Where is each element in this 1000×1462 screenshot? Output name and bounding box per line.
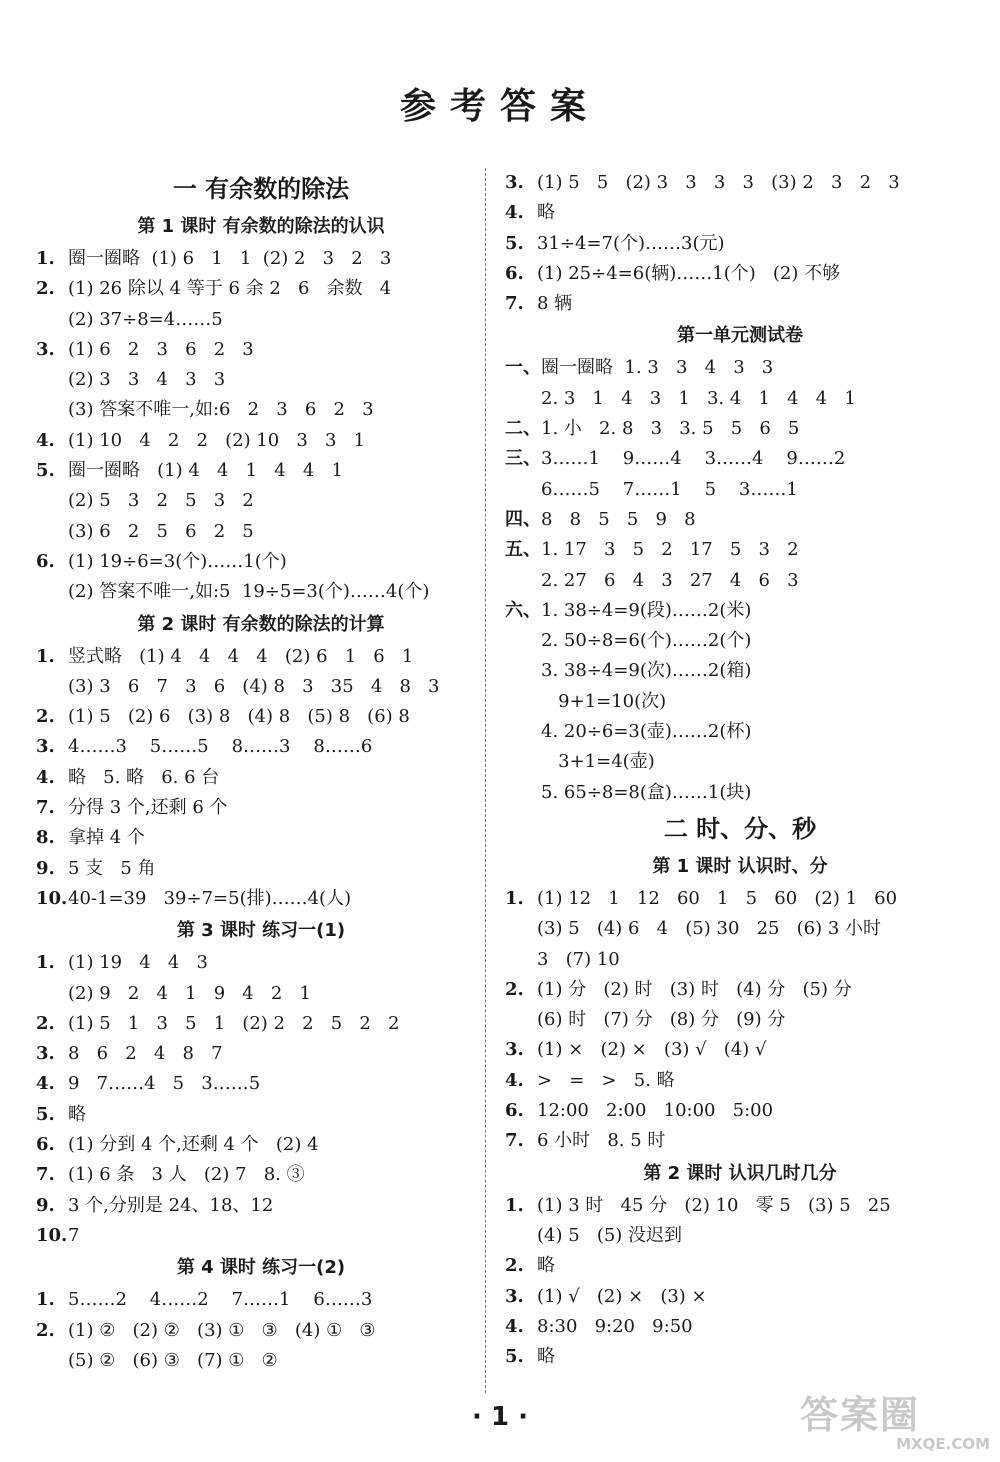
answer-text: 4……3 5……5 8……3 8……6 xyxy=(68,736,373,758)
question-number: 1. xyxy=(36,645,55,667)
answer-line xyxy=(36,763,486,793)
lesson-title: 第 3 课时 练习一(1) xyxy=(176,920,346,942)
answer-line xyxy=(505,444,975,474)
answer-text: (1) 12 1 12 60 1 5 60 (2) 1 60 xyxy=(537,887,898,909)
answer-text: (1) 6 2 3 6 2 3 xyxy=(68,338,254,360)
answer-line xyxy=(36,1039,486,1069)
answer-continuation: (5) ② (6) ③ (7) ① ② xyxy=(68,1349,278,1371)
answer-text: 5……2 4……2 7……1 6……3 xyxy=(68,1289,373,1311)
answer-text: 5 支 5 角 xyxy=(68,857,156,879)
question-number: 4. xyxy=(505,1069,524,1091)
question-number: 5. xyxy=(505,232,524,254)
answer-text: 7 xyxy=(68,1224,80,1246)
answer-text: (1) 5 5 (2) 3 3 3 3 (3) 2 3 2 3 xyxy=(537,172,900,193)
question-number: 7. xyxy=(505,1130,524,1152)
answer-text: 略 xyxy=(537,1255,555,1277)
answer-line xyxy=(36,244,486,274)
question-number: 3. xyxy=(505,1285,524,1307)
watermark-logo xyxy=(800,1395,990,1457)
answer-line xyxy=(36,335,486,365)
question-number: 2. xyxy=(36,706,55,728)
question-number: 2. xyxy=(36,278,55,300)
question-number: 2. xyxy=(36,1012,55,1034)
question-number: 6. xyxy=(36,1134,55,1156)
answer-line xyxy=(505,1126,975,1156)
answer-continuation: (3) 答案不唯一,如:6 2 3 6 2 3 xyxy=(68,399,374,421)
answer-line xyxy=(36,642,486,672)
answer-continuation: 5. 65÷8=8(盒)……1(块) xyxy=(541,781,752,803)
answer-line xyxy=(36,793,486,823)
answer-text: (1) 10 4 2 2 (2) 10 3 3 1 xyxy=(68,429,366,451)
answer-continuation: 3. 38÷4=9(次)……2(箱) xyxy=(541,660,752,682)
answer-line xyxy=(36,823,486,853)
answer-text: 略 xyxy=(537,1346,555,1368)
answer-continuation: (2) 5 3 2 5 3 2 xyxy=(68,490,254,512)
question-number: 10. xyxy=(36,887,68,909)
question-number: 5. xyxy=(36,1103,55,1125)
answer-line xyxy=(505,1191,975,1221)
question-number: 一、 xyxy=(505,357,541,379)
answer-text: (1) ② (2) ② (3) ① ③ (4) ① ③ xyxy=(68,1319,376,1341)
answer-line xyxy=(505,1342,975,1372)
lesson-title: 第 1 课时 有余数的除法的认识 xyxy=(137,216,385,237)
question-number: 四、 xyxy=(505,508,541,530)
question-number: 5. xyxy=(505,1346,524,1368)
answer-continuation: (6) 时 (7) 分 (8) 分 (9) 分 xyxy=(537,1009,786,1031)
answer-text: 9 7……4 5 3……5 xyxy=(68,1073,261,1095)
answer-continuation: 3 (7) 10 xyxy=(537,948,620,970)
answer-text: 竖式略 (1) 4 4 4 4 (2) 6 1 6 1 xyxy=(68,645,414,667)
answer-text: 1. 小 2. 8 3 3. 5 5 6 5 xyxy=(541,418,800,440)
question-number: 1. xyxy=(505,1194,524,1216)
question-number: 6. xyxy=(36,550,55,572)
page-number: · 1 · xyxy=(472,1402,528,1432)
question-number: 2. xyxy=(505,978,524,1000)
answer-continuation: (3) 3 6 7 3 6 (4) 8 3 35 4 8 3 xyxy=(68,675,440,697)
answer-text: 31÷4=7(个)……3(元) xyxy=(537,232,725,254)
answer-text: > = > 5. 略 xyxy=(537,1069,675,1091)
answer-text: (1) 6 条 3 人 (2) 7 8. ③ xyxy=(68,1164,305,1186)
question-number: 3. xyxy=(36,338,55,360)
lesson-title: 第 1 课时 认识时、分 xyxy=(652,855,828,877)
answer-line xyxy=(36,1316,486,1346)
answer-text: 8 6 2 4 8 7 xyxy=(68,1043,223,1065)
answer-text: (1) √ (2) × (3) × xyxy=(537,1285,707,1307)
answer-continuation: 3+1=4(壶) xyxy=(541,751,655,773)
lesson-title: 第 4 课时 练习一(2) xyxy=(176,1257,346,1279)
question-number: 5. xyxy=(36,460,55,482)
question-number: 1. xyxy=(36,952,55,974)
question-number: 4. xyxy=(505,1315,524,1337)
unit-title: 二 时、分、秒 xyxy=(663,814,817,843)
answer-text: (1) × (2) × (3) √ (4) √ xyxy=(537,1039,767,1061)
answer-continuation: (2) 3 3 4 3 3 xyxy=(68,369,226,391)
answer-line xyxy=(505,596,975,626)
answer-line xyxy=(505,414,975,444)
answer-text: 3……1 9……4 3……4 9……2 xyxy=(541,448,846,470)
answer-text: 8 8 5 5 9 8 xyxy=(541,508,696,530)
answer-text: (1) 26 除以 4 等于 6 余 2 6 余数 4 xyxy=(68,278,392,300)
answer-text: 略 5. 略 6. 6 台 xyxy=(68,766,220,788)
answer-text: 12:00 2:00 10:00 5:00 xyxy=(537,1100,774,1122)
answer-line xyxy=(36,1160,486,1190)
answer-line xyxy=(505,1066,975,1096)
answer-line xyxy=(36,854,486,884)
right-column xyxy=(505,168,975,1372)
answer-line xyxy=(36,456,486,486)
answer-continuation: 6……5 7……1 5 3……1 xyxy=(541,478,798,500)
answer-continuation: (3) 5 (4) 6 4 (5) 30 25 (6) 3 小时 xyxy=(537,918,882,940)
answer-continuation: (2) 答案不唯一,如:5 19÷5=3(个)……4(个) xyxy=(68,581,430,603)
answer-line xyxy=(36,884,486,914)
answer-line xyxy=(36,1191,486,1221)
watermark-url: MXQE.COM xyxy=(896,1435,990,1453)
answer-text: 圈一圈略 1. 3 3 4 3 3 xyxy=(541,357,774,379)
answer-line xyxy=(505,353,975,383)
answer-line xyxy=(36,547,486,577)
question-number: 3. xyxy=(505,172,524,193)
answer-text: (1) 分到 4 个,还剩 4 个 (2) 4 xyxy=(68,1134,319,1156)
answer-text: (1) 19÷6=3(个)……1(个) xyxy=(68,550,287,572)
answer-line xyxy=(505,884,975,914)
answer-line xyxy=(505,975,975,1005)
answer-text: 拿掉 4 个 xyxy=(68,827,145,849)
answer-line xyxy=(36,426,486,456)
answer-text: 8 辆 xyxy=(537,293,573,315)
answer-line xyxy=(36,1069,486,1099)
answer-text: (1) 3 时 45 分 (2) 10 零 5 (3) 5 25 xyxy=(537,1194,891,1216)
answer-text: 略 xyxy=(68,1103,86,1125)
question-number: 1. xyxy=(36,1289,55,1311)
lesson-title: 第一单元测试卷 xyxy=(677,325,803,347)
answer-text: 分得 3 个,还剩 6 个 xyxy=(68,797,228,819)
answer-text: (1) 5 (2) 6 (3) 8 (4) 8 (5) 8 (6) 8 xyxy=(68,706,410,728)
answer-text: (1) 5 1 3 5 1 (2) 2 2 5 2 2 xyxy=(68,1012,400,1034)
question-number: 9. xyxy=(36,857,55,879)
question-number: 3. xyxy=(36,736,55,758)
question-number: 1. xyxy=(36,248,55,269)
question-number: 9. xyxy=(36,1194,55,1216)
answer-text: 40-1=39 39÷7=5(排)……4(人) xyxy=(68,887,352,909)
answer-line xyxy=(36,948,486,978)
answer-text: 3 个,分别是 24、18、12 xyxy=(68,1194,274,1216)
answer-text: 圈一圈略 (1) 4 4 1 4 4 1 xyxy=(68,460,343,482)
answer-continuation: 2. 27 6 4 3 27 4 6 3 xyxy=(541,569,799,591)
answer-text: 略 xyxy=(537,202,555,224)
answer-text: (1) 25÷4=6(辆)……1(个) (2) 不够 xyxy=(537,262,841,284)
left-column xyxy=(36,168,486,1376)
answer-text: 6 小时 8. 5 时 xyxy=(537,1130,666,1152)
lesson-title: 第 2 课时 认识几时几分 xyxy=(643,1162,837,1184)
question-number: 2. xyxy=(505,1255,524,1277)
answer-line xyxy=(505,1282,975,1312)
answer-text: (1) 分 (2) 时 (3) 时 (4) 分 (5) 分 xyxy=(537,978,852,1000)
answer-line xyxy=(36,274,486,304)
answer-line xyxy=(505,259,975,289)
question-number: 五、 xyxy=(505,539,541,561)
question-number: 3. xyxy=(505,1039,524,1061)
question-number: 7. xyxy=(505,293,524,315)
question-number: 2. xyxy=(36,1319,55,1341)
unit-title: 一 有余数的除法 xyxy=(172,175,350,203)
question-number: 8. xyxy=(36,827,55,849)
question-number: 7. xyxy=(36,1164,55,1186)
question-number: 6. xyxy=(505,1100,524,1122)
question-number: 三、 xyxy=(505,448,541,470)
answer-continuation: 2. 50÷8=6(个)……2(个) xyxy=(541,630,752,652)
answer-line xyxy=(36,1009,486,1039)
answer-continuation: 2. 3 1 4 3 1 3. 4 1 4 4 1 xyxy=(541,387,856,409)
question-number: 4. xyxy=(36,429,55,451)
question-number: 4. xyxy=(36,766,55,788)
answer-line xyxy=(505,229,975,259)
answer-line xyxy=(505,1312,975,1342)
answer-line xyxy=(505,1035,975,1065)
answer-line xyxy=(505,535,975,565)
answer-line xyxy=(505,198,975,228)
answer-line xyxy=(36,1130,486,1160)
question-number: 10. xyxy=(36,1224,68,1246)
question-number: 4. xyxy=(505,202,524,224)
answer-line xyxy=(505,289,975,319)
answer-line xyxy=(505,505,975,535)
answer-text: 1. 38÷4=9(段)……2(米) xyxy=(541,599,752,621)
question-number: 1. xyxy=(505,887,524,909)
answer-line xyxy=(505,1251,975,1281)
answer-line xyxy=(36,1285,486,1315)
answer-line xyxy=(36,732,486,762)
column-divider xyxy=(485,168,486,1393)
answer-continuation: (3) 6 2 5 6 2 5 xyxy=(68,520,254,542)
answer-continuation: (2) 9 2 4 1 9 4 2 1 xyxy=(68,982,311,1004)
question-number: 6. xyxy=(505,262,524,284)
page-title: 参考答案 xyxy=(399,86,600,127)
answer-line xyxy=(36,1221,486,1251)
watermark-text: 答案圈 xyxy=(800,1393,921,1437)
answer-text: 8:30 9:20 9:50 xyxy=(537,1315,693,1337)
answer-continuation: (4) 5 (5) 没迟到 xyxy=(537,1224,683,1246)
question-number: 二、 xyxy=(505,418,541,440)
answer-text: (1) 19 4 4 3 xyxy=(68,952,208,974)
answer-line xyxy=(505,1096,975,1126)
answer-continuation: 9+1=10(次) xyxy=(541,690,667,712)
lesson-title: 第 2 课时 有余数的除法的计算 xyxy=(137,613,385,635)
answer-continuation: (2) 37÷8=4……5 xyxy=(68,308,223,330)
answer-text: 1. 17 3 5 2 17 5 3 2 xyxy=(541,539,799,561)
question-number: 4. xyxy=(36,1073,55,1095)
answer-line xyxy=(505,168,975,198)
question-number: 3. xyxy=(36,1043,55,1065)
answer-text: 圈一圈略 (1) 6 1 1 (2) 2 3 2 3 xyxy=(68,248,392,269)
answer-line xyxy=(36,702,486,732)
answer-continuation: 4. 20÷6=3(壶)……2(杯) xyxy=(541,721,752,743)
question-number: 7. xyxy=(36,797,55,819)
question-number: 六、 xyxy=(505,599,541,621)
answer-line xyxy=(36,1100,486,1130)
